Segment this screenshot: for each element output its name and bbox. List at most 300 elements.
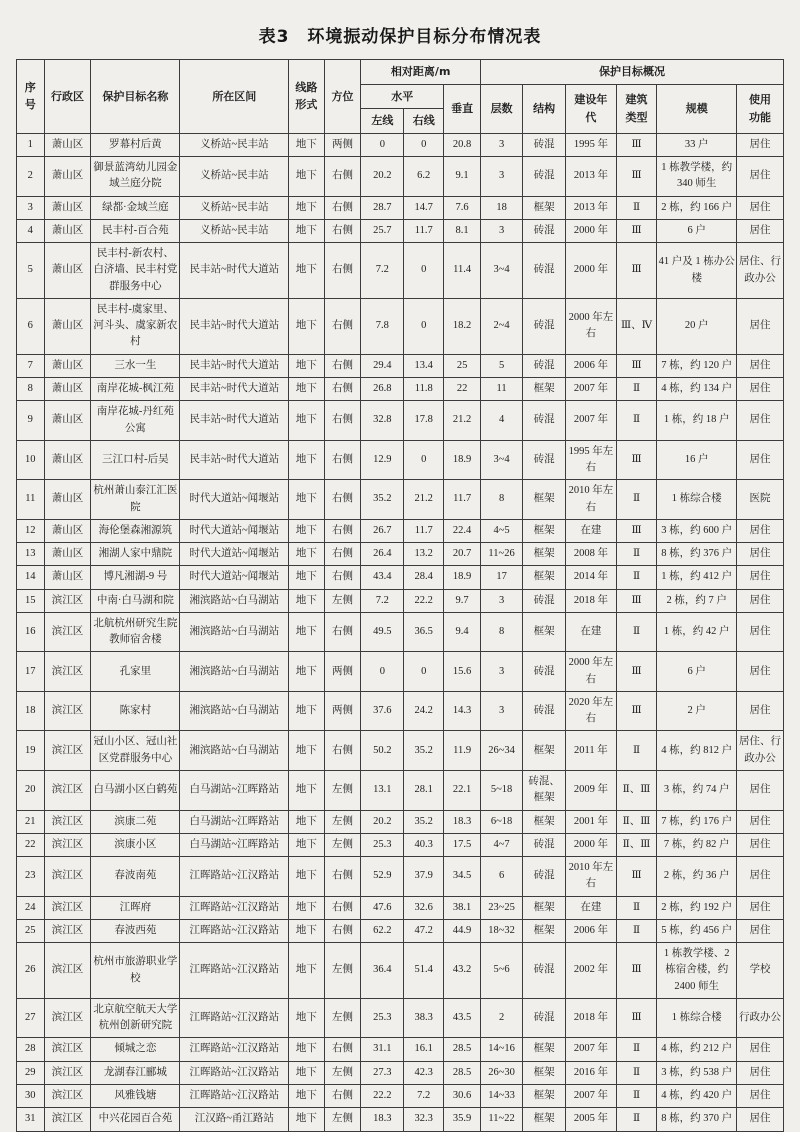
cell-build-year: 2007 年 [566, 377, 617, 400]
cell-structure: 框架 [523, 731, 566, 771]
cell-direction: 右侧 [324, 731, 361, 771]
cell-function: 居住 [737, 1038, 784, 1061]
cell-right-line: 16.1 [404, 1038, 444, 1061]
cell-vertical: 44.9 [444, 919, 481, 942]
cell-left-line: 35.2 [361, 480, 404, 520]
col-header-line-form: 线路形式 [289, 60, 324, 134]
cell-vertical: 25 [444, 354, 481, 377]
cell-right-line: 32.6 [404, 896, 444, 919]
cell-district: 滨江区 [44, 1038, 91, 1061]
cell-vertical: 28.5 [444, 1061, 481, 1084]
cell-floors: 4~7 [480, 833, 522, 856]
cell-build-type: Ⅱ [616, 1061, 657, 1084]
cell-right-line: 38.3 [404, 998, 444, 1038]
cell-name: 春波南苑 [91, 857, 180, 897]
cell-seq: 20 [17, 771, 45, 811]
col-header-district: 行政区 [44, 60, 91, 134]
cell-structure: 砖混 [523, 440, 566, 480]
cell-floors: 8 [480, 480, 522, 520]
cell-function: 居住 [737, 1085, 784, 1108]
cell-build-year: 2000 年左右 [566, 652, 617, 692]
cell-left-line: 25.3 [361, 998, 404, 1038]
cell-structure: 砖混 [523, 589, 566, 612]
cell-name: 风雅钱塘 [91, 1085, 180, 1108]
cell-section: 民丰站~时代大道站 [180, 298, 289, 354]
cell-seq: 24 [17, 896, 45, 919]
cell-left-line: 12.9 [361, 440, 404, 480]
cell-seq: 10 [17, 440, 45, 480]
cell-right-line: 40.3 [404, 833, 444, 856]
cell-section: 湘滨路站~白马湖站 [180, 612, 289, 652]
cell-line-form: 地下 [289, 589, 324, 612]
cell-scale: 1 栋综合楼 [657, 998, 737, 1038]
cell-scale: 2 栋，约 36 户 [657, 857, 737, 897]
cell-scale: 3 栋，约 74 户 [657, 771, 737, 811]
cell-build-type: Ⅱ [616, 612, 657, 652]
cell-line-form: 地下 [289, 731, 324, 771]
col-header-function: 使用功能 [737, 84, 784, 133]
cell-function: 居住 [737, 771, 784, 811]
cell-structure: 砖混 [523, 401, 566, 441]
cell-district: 滨江区 [44, 652, 91, 692]
cell-scale: 41 户及 1 栋办公楼 [657, 243, 737, 299]
cell-line-form: 地下 [289, 612, 324, 652]
cell-scale: 2 栋，约 192 户 [657, 896, 737, 919]
table-row [17, 589, 784, 612]
cell-section: 江晖路站~江汉路站 [180, 1038, 289, 1061]
cell-name: 博凡湘湖-9 号 [91, 566, 180, 589]
cell-direction: 右侧 [324, 1085, 361, 1108]
cell-left-line: 0 [361, 133, 404, 156]
cell-build-year: 在建 [566, 896, 617, 919]
cell-direction: 右侧 [324, 857, 361, 897]
cell-build-year: 2018 年 [566, 998, 617, 1038]
cell-scale: 7 栋，约 82 户 [657, 833, 737, 856]
cell-name: 春波西苑 [91, 919, 180, 942]
cell-name: 中兴花园百合苑 [91, 1108, 180, 1131]
cell-line-form: 地下 [289, 377, 324, 400]
cell-floors: 3 [480, 652, 522, 692]
cell-section: 民丰站~时代大道站 [180, 377, 289, 400]
cell-line-form: 地下 [289, 519, 324, 542]
cell-seq: 22 [17, 833, 45, 856]
cell-left-line: 20.2 [361, 157, 404, 197]
cell-name: 陈家村 [91, 691, 180, 731]
cell-right-line: 6.2 [404, 157, 444, 197]
cell-section: 江晖路站~江汉路站 [180, 857, 289, 897]
cell-vertical: 11.4 [444, 243, 481, 299]
table-row [17, 519, 784, 542]
cell-build-year: 2000 年 [566, 219, 617, 242]
cell-build-type: Ⅲ [616, 440, 657, 480]
col-header-overview: 保护目标概况 [480, 60, 783, 85]
cell-scale: 5 栋，约 456 户 [657, 919, 737, 942]
cell-seq: 18 [17, 691, 45, 731]
col-header-section: 所在区间 [180, 60, 289, 134]
cell-section: 江晖路站~江汉路站 [180, 896, 289, 919]
cell-build-year: 2010 年左右 [566, 857, 617, 897]
cell-function: 居住 [737, 919, 784, 942]
cell-left-line: 50.2 [361, 731, 404, 771]
cell-district: 滨江区 [44, 731, 91, 771]
cell-line-form: 地下 [289, 1061, 324, 1084]
cell-name: 白马湖小区白鹤苑 [91, 771, 180, 811]
cell-section: 江晖路站~江汉路站 [180, 943, 289, 999]
cell-function: 居住 [737, 612, 784, 652]
table-row [17, 652, 784, 692]
cell-right-line: 35.2 [404, 810, 444, 833]
cell-function: 居住 [737, 219, 784, 242]
col-header-structure: 结构 [523, 84, 566, 133]
cell-district: 萧山区 [44, 566, 91, 589]
col-header-direction: 方位 [324, 60, 361, 134]
cell-name: 江晖府 [91, 896, 180, 919]
cell-build-type: Ⅲ [616, 998, 657, 1038]
cell-structure: 砖混 [523, 943, 566, 999]
cell-build-type: Ⅲ [616, 243, 657, 299]
cell-vertical: 18.2 [444, 298, 481, 354]
cell-vertical: 20.8 [444, 133, 481, 156]
cell-direction: 右侧 [324, 919, 361, 942]
cell-floors: 3~4 [480, 243, 522, 299]
col-header-seq: 序号 [17, 60, 45, 134]
table-title-label: 表3 [258, 27, 290, 47]
cell-line-form: 地下 [289, 691, 324, 731]
cell-vertical: 20.7 [444, 543, 481, 566]
cell-build-type: Ⅲ [616, 589, 657, 612]
cell-floors: 3 [480, 133, 522, 156]
cell-line-form: 地下 [289, 219, 324, 242]
cell-structure: 砖混 [523, 219, 566, 242]
cell-right-line: 28.4 [404, 566, 444, 589]
cell-line-form: 地下 [289, 480, 324, 520]
cell-direction: 右侧 [324, 543, 361, 566]
cell-structure: 砖混 [523, 652, 566, 692]
cell-name: 杭州市旅游职业学校 [91, 943, 180, 999]
col-header-build-year: 建设年代 [566, 84, 617, 133]
cell-name: 滨康小区 [91, 833, 180, 856]
cell-name: 罗幕村后黄 [91, 133, 180, 156]
col-header-floors: 层数 [480, 84, 522, 133]
cell-right-line: 0 [404, 652, 444, 692]
cell-direction: 右侧 [324, 519, 361, 542]
cell-build-year: 2014 年 [566, 566, 617, 589]
cell-left-line: 0 [361, 652, 404, 692]
cell-scale: 1 栋，约 42 户 [657, 612, 737, 652]
cell-vertical: 22 [444, 377, 481, 400]
cell-district: 萧山区 [44, 377, 91, 400]
cell-right-line: 0 [404, 440, 444, 480]
cell-district: 萧山区 [44, 157, 91, 197]
cell-function: 居住 [737, 652, 784, 692]
table-row [17, 243, 784, 299]
cell-structure: 框架 [523, 896, 566, 919]
cell-vertical: 14.3 [444, 691, 481, 731]
cell-build-year: 2008 年 [566, 543, 617, 566]
cell-right-line: 22.2 [404, 589, 444, 612]
cell-left-line: 13.1 [361, 771, 404, 811]
cell-seq: 13 [17, 543, 45, 566]
cell-function: 居住 [737, 810, 784, 833]
cell-district: 滨江区 [44, 691, 91, 731]
cell-direction: 右侧 [324, 566, 361, 589]
cell-floors: 14~33 [480, 1085, 522, 1108]
cell-district: 滨江区 [44, 919, 91, 942]
cell-right-line: 37.9 [404, 857, 444, 897]
cell-vertical: 21.2 [444, 401, 481, 441]
cell-floors: 11~22 [480, 1108, 522, 1131]
cell-structure: 框架 [523, 566, 566, 589]
table-row [17, 377, 784, 400]
cell-vertical: 22.1 [444, 771, 481, 811]
cell-left-line: 22.2 [361, 1085, 404, 1108]
cell-build-type: Ⅱ [616, 731, 657, 771]
cell-scale: 4 栋，约 212 户 [657, 1038, 737, 1061]
cell-scale: 20 户 [657, 298, 737, 354]
table-row [17, 133, 784, 156]
cell-direction: 左侧 [324, 810, 361, 833]
cell-left-line: 62.2 [361, 919, 404, 942]
col-header-scale: 规模 [657, 84, 737, 133]
cell-vertical: 17.5 [444, 833, 481, 856]
cell-seq: 30 [17, 1085, 45, 1108]
cell-floors: 3 [480, 691, 522, 731]
cell-name: 南岸花城-丹红苑公寓 [91, 401, 180, 441]
cell-direction: 右侧 [324, 896, 361, 919]
cell-district: 萧山区 [44, 243, 91, 299]
cell-section: 江晖路站~江汉路站 [180, 919, 289, 942]
cell-vertical: 15.6 [444, 652, 481, 692]
cell-seq: 26 [17, 943, 45, 999]
cell-structure: 框架 [523, 1061, 566, 1084]
cell-section: 白马湖站~江晖路站 [180, 771, 289, 811]
cell-line-form: 地下 [289, 771, 324, 811]
cell-district: 滨江区 [44, 857, 91, 897]
cell-floors: 18~32 [480, 919, 522, 942]
cell-seq: 1 [17, 133, 45, 156]
cell-district: 萧山区 [44, 440, 91, 480]
cell-name: 孔家里 [91, 652, 180, 692]
cell-section: 江晖路站~江汉路站 [180, 1085, 289, 1108]
cell-right-line: 36.5 [404, 612, 444, 652]
cell-section: 白马湖站~江晖路站 [180, 833, 289, 856]
cell-direction: 左侧 [324, 589, 361, 612]
table-row [17, 401, 784, 441]
cell-seq: 28 [17, 1038, 45, 1061]
cell-district: 萧山区 [44, 219, 91, 242]
cell-floors: 2 [480, 998, 522, 1038]
cell-function: 居住 [737, 401, 784, 441]
cell-direction: 右侧 [324, 196, 361, 219]
col-header-name: 保护目标名称 [91, 60, 180, 134]
cell-district: 萧山区 [44, 354, 91, 377]
col-header-build-type: 建筑类型 [616, 84, 657, 133]
table-body [17, 133, 784, 1131]
cell-district: 滨江区 [44, 771, 91, 811]
table-row [17, 440, 784, 480]
cell-seq: 15 [17, 589, 45, 612]
cell-function: 居住 [737, 857, 784, 897]
cell-floors: 3 [480, 589, 522, 612]
cell-floors: 3 [480, 157, 522, 197]
cell-seq: 2 [17, 157, 45, 197]
cell-floors: 3~4 [480, 440, 522, 480]
cell-vertical: 35.9 [444, 1108, 481, 1131]
cell-direction: 右侧 [324, 354, 361, 377]
cell-name: 绿都·金域兰庭 [91, 196, 180, 219]
cell-seq: 14 [17, 566, 45, 589]
cell-structure: 框架 [523, 1085, 566, 1108]
cell-build-type: Ⅱ [616, 196, 657, 219]
cell-section: 江晖路站~江汉路站 [180, 1061, 289, 1084]
cell-scale: 16 户 [657, 440, 737, 480]
cell-left-line: 37.6 [361, 691, 404, 731]
cell-seq: 5 [17, 243, 45, 299]
table-row [17, 566, 784, 589]
cell-name: 民丰村-虞家里、河斗头、虞家新农村 [91, 298, 180, 354]
cell-name: 南岸花城-枫江苑 [91, 377, 180, 400]
cell-section: 江汉路~甬江路站 [180, 1108, 289, 1131]
cell-left-line: 27.3 [361, 1061, 404, 1084]
cell-vertical: 43.2 [444, 943, 481, 999]
cell-left-line: 25.7 [361, 219, 404, 242]
table-row [17, 1108, 784, 1131]
cell-section: 义桥站~民丰站 [180, 219, 289, 242]
cell-seq: 11 [17, 480, 45, 520]
cell-build-type: Ⅱ [616, 1038, 657, 1061]
cell-scale: 8 栋，约 370 户 [657, 1108, 737, 1131]
cell-direction: 右侧 [324, 480, 361, 520]
cell-line-form: 地下 [289, 919, 324, 942]
cell-name: 滨康二苑 [91, 810, 180, 833]
cell-scale: 4 栋，约 134 户 [657, 377, 737, 400]
cell-floors: 4~5 [480, 519, 522, 542]
cell-right-line: 32.3 [404, 1108, 444, 1131]
cell-line-form: 地下 [289, 354, 324, 377]
cell-name: 北航杭州研究生院教师宿舍楼 [91, 612, 180, 652]
cell-scale: 6 户 [657, 652, 737, 692]
table-row [17, 196, 784, 219]
col-header-left-line: 左线 [361, 109, 404, 134]
cell-build-year: 2006 年 [566, 354, 617, 377]
cell-direction: 两侧 [324, 652, 361, 692]
table-row [17, 219, 784, 242]
cell-function: 居住 [737, 440, 784, 480]
cell-scale: 1 栋，约 18 户 [657, 401, 737, 441]
table-header [17, 60, 784, 134]
cell-vertical: 9.7 [444, 589, 481, 612]
cell-left-line: 25.3 [361, 833, 404, 856]
cell-function: 居住 [737, 157, 784, 197]
cell-line-form: 地下 [289, 857, 324, 897]
cell-right-line: 0 [404, 243, 444, 299]
cell-direction: 左侧 [324, 998, 361, 1038]
cell-seq: 25 [17, 919, 45, 942]
cell-floors: 17 [480, 566, 522, 589]
cell-line-form: 地下 [289, 998, 324, 1038]
cell-direction: 左侧 [324, 1061, 361, 1084]
cell-vertical: 11.9 [444, 731, 481, 771]
cell-vertical: 38.1 [444, 896, 481, 919]
cell-function: 居住 [737, 833, 784, 856]
cell-build-year: 2009 年 [566, 771, 617, 811]
cell-right-line: 51.4 [404, 943, 444, 999]
cell-line-form: 地下 [289, 1085, 324, 1108]
table-row [17, 354, 784, 377]
cell-right-line: 13.4 [404, 354, 444, 377]
cell-left-line: 28.7 [361, 196, 404, 219]
cell-build-type: Ⅲ [616, 691, 657, 731]
cell-right-line: 11.7 [404, 219, 444, 242]
cell-structure: 框架 [523, 480, 566, 520]
cell-right-line: 11.7 [404, 519, 444, 542]
cell-structure: 框架 [523, 1038, 566, 1061]
cell-structure: 砖混 [523, 157, 566, 197]
table-row [17, 771, 784, 811]
cell-build-year: 2013 年 [566, 157, 617, 197]
cell-name: 三江口村-后吴 [91, 440, 180, 480]
cell-vertical: 30.6 [444, 1085, 481, 1108]
cell-right-line: 17.8 [404, 401, 444, 441]
table-row [17, 1085, 784, 1108]
cell-line-form: 地下 [289, 133, 324, 156]
cell-direction: 左侧 [324, 833, 361, 856]
cell-vertical: 9.1 [444, 157, 481, 197]
cell-function: 居住 [737, 543, 784, 566]
cell-district: 滨江区 [44, 1108, 91, 1131]
cell-seq: 17 [17, 652, 45, 692]
cell-direction: 左侧 [324, 943, 361, 999]
cell-build-year: 2000 年 [566, 833, 617, 856]
cell-floors: 6 [480, 857, 522, 897]
cell-seq: 6 [17, 298, 45, 354]
cell-left-line: 26.7 [361, 519, 404, 542]
cell-build-year: 2010 年左右 [566, 480, 617, 520]
cell-section: 江晖路站~江汉路站 [180, 998, 289, 1038]
col-header-right-line: 右线 [404, 109, 444, 134]
cell-function: 居住、行政办公 [737, 731, 784, 771]
cell-seq: 23 [17, 857, 45, 897]
cell-structure: 框架 [523, 1108, 566, 1131]
cell-build-year: 2006 年 [566, 919, 617, 942]
cell-build-type: Ⅱ [616, 377, 657, 400]
cell-function: 医院 [737, 480, 784, 520]
cell-scale: 3 栋，约 538 户 [657, 1061, 737, 1084]
cell-left-line: 47.6 [361, 896, 404, 919]
table-row [17, 833, 784, 856]
cell-build-type: Ⅱ [616, 566, 657, 589]
cell-scale: 1 栋教学楼、2 栋宿舍楼，约 2400 师生 [657, 943, 737, 999]
cell-build-type: Ⅲ [616, 219, 657, 242]
cell-build-year: 2011 年 [566, 731, 617, 771]
cell-direction: 右侧 [324, 243, 361, 299]
table-row [17, 896, 784, 919]
cell-section: 白马湖站~江晖路站 [180, 810, 289, 833]
cell-structure: 砖混、框架 [523, 771, 566, 811]
cell-direction: 两侧 [324, 691, 361, 731]
cell-floors: 26~34 [480, 731, 522, 771]
cell-right-line: 47.2 [404, 919, 444, 942]
cell-vertical: 8.1 [444, 219, 481, 242]
cell-floors: 26~30 [480, 1061, 522, 1084]
cell-seq: 31 [17, 1108, 45, 1131]
cell-line-form: 地下 [289, 943, 324, 999]
cell-scale: 33 户 [657, 133, 737, 156]
cell-build-type: Ⅲ [616, 157, 657, 197]
cell-scale: 2 栋，约 166 户 [657, 196, 737, 219]
cell-name: 杭州萧山泰江汇医院 [91, 480, 180, 520]
col-header-relative-distance: 相对距离/m [361, 60, 481, 85]
